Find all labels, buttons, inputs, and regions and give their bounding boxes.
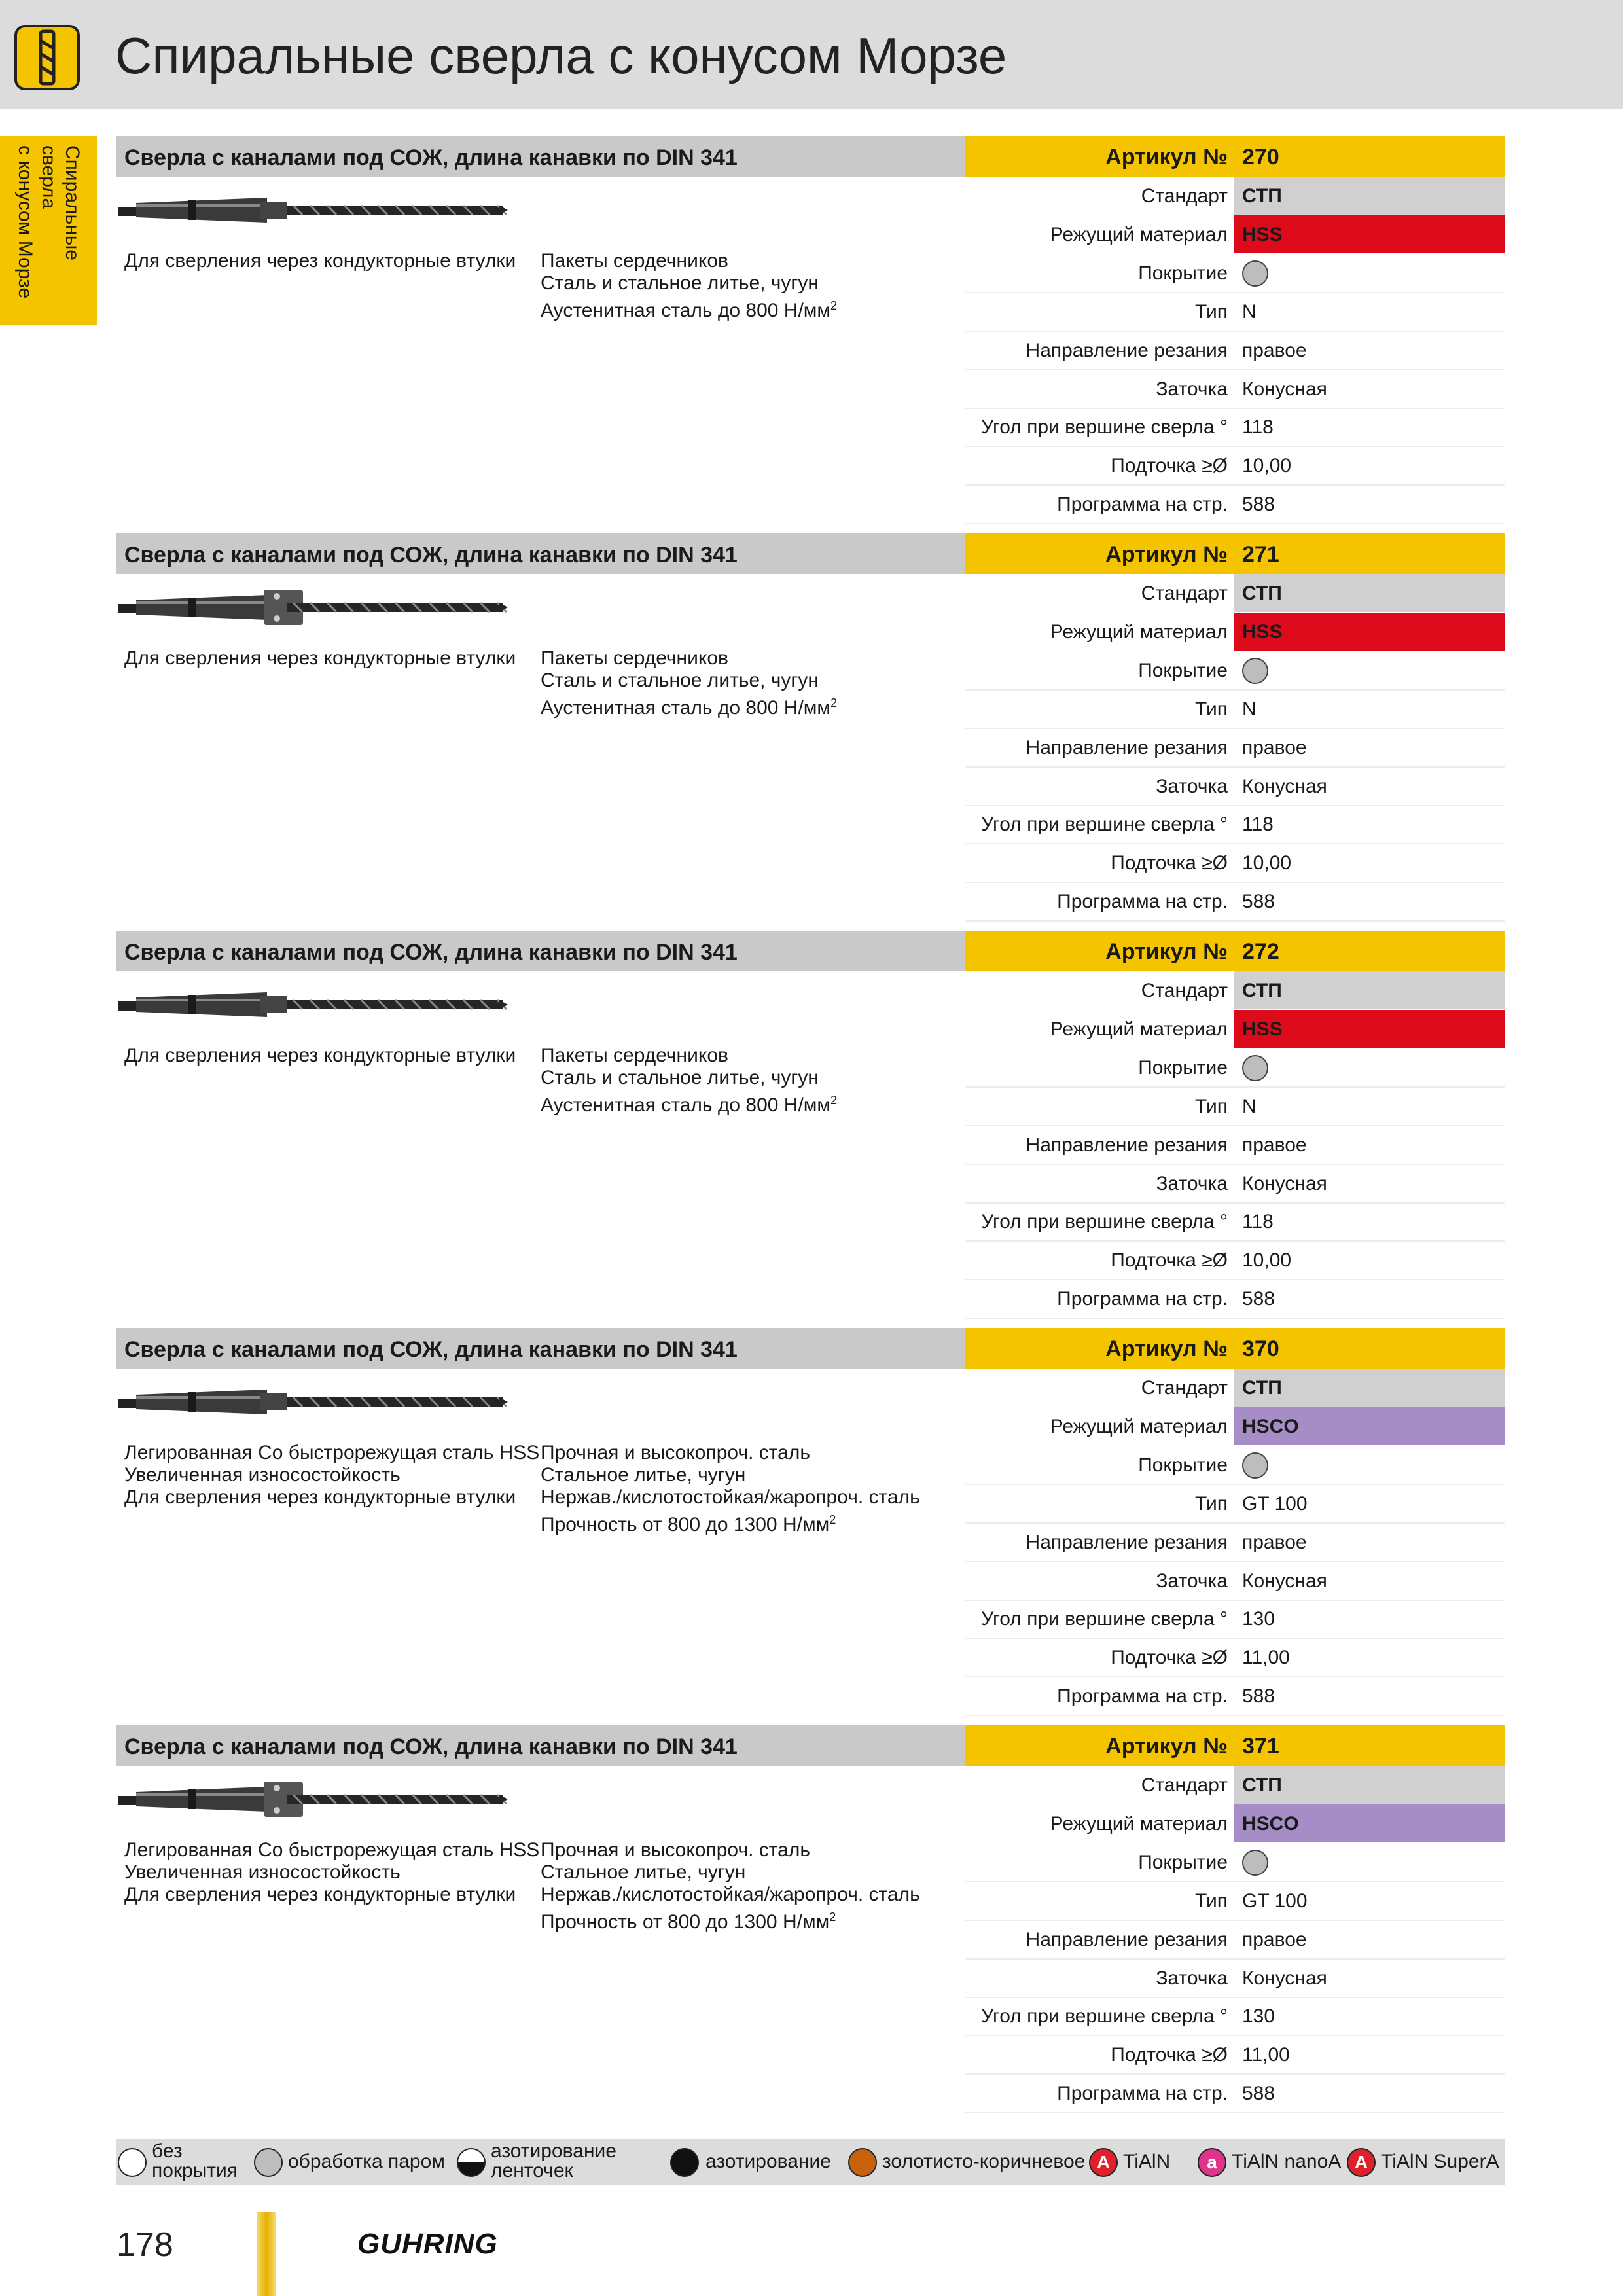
product-title-bar [116, 931, 965, 971]
application-description [124, 1839, 539, 1906]
spec-value: 130 [1242, 1608, 1275, 1630]
spec-value-cell [1234, 1280, 1505, 1318]
spec-label: Тип [1194, 300, 1228, 323]
description-line: Прочная и высокопроч. сталь [541, 1839, 810, 1861]
legend-label: азотирование [705, 2151, 831, 2172]
spec-row-article [965, 136, 1505, 177]
superscript: 2 [829, 1513, 836, 1526]
spec-value: 118 [1242, 1211, 1274, 1233]
legend-label: TiAlN nanoA [1232, 2151, 1342, 2172]
description-line: Стальное литье, чугун [541, 1861, 746, 1883]
spec-row-point [965, 1562, 1505, 1601]
material-description [541, 250, 837, 322]
spec-label: Подточка ≥Ø [1111, 1647, 1228, 1669]
spec-row-program [965, 485, 1505, 524]
spec-value-cell [1234, 1523, 1505, 1561]
spec-row-direction [965, 1523, 1505, 1562]
spec-value: правое [1242, 1134, 1307, 1156]
drill-image [116, 584, 509, 630]
coating-legend [116, 2139, 1505, 2185]
spec-value-cell [1234, 370, 1505, 408]
drill-image [116, 982, 509, 1028]
description-line: Нержав./кислотостойкая/жаропроч. сталь [541, 1486, 920, 1508]
spec-value: 271 [1242, 542, 1279, 567]
spec-label: Угол при вершине сверла ° [981, 1211, 1228, 1233]
spec-value: 588 [1242, 1685, 1275, 1708]
product-block [116, 1328, 1505, 1723]
spec-label: Направление резания [1026, 1134, 1228, 1156]
spec-row-coating [965, 1446, 1505, 1485]
spec-value-cell [1234, 1766, 1505, 1804]
description-line: Для сверления через кондукторные втулки [124, 1045, 516, 1066]
spec-value-cell [1234, 177, 1505, 215]
description-line: Пакеты сердечников [541, 1045, 728, 1066]
spec-label: Подточка ≥Ø [1111, 2044, 1228, 2066]
spec-value-cell [1234, 844, 1505, 882]
drill-logo-icon [14, 25, 80, 90]
spec-value: HSCO [1242, 1415, 1299, 1437]
description-line: Аустенитная сталь до 800 Н/мм [541, 697, 831, 719]
spec-label: Угол при вершине сверла ° [981, 416, 1228, 439]
product-block [116, 931, 1505, 1326]
spec-label: Артикул № [1105, 542, 1228, 567]
spec-value-cell [1234, 533, 1505, 574]
spec-value-cell [1234, 136, 1505, 177]
spec-value-cell [1234, 2074, 1505, 2112]
product-title: Сверла с каналами под СОЖ, длина канавки по DIN 341 [124, 145, 738, 170]
band-nitriding-icon [457, 2148, 486, 2177]
spec-row-material [965, 1804, 1505, 1842]
spec-value-cell [1234, 331, 1505, 369]
spec-label: Стандарт [1141, 1774, 1228, 1796]
spec-value: 371 [1242, 1734, 1279, 1759]
description-line: Аустенитная сталь до 800 Н/мм [541, 300, 831, 321]
spec-value: 130 [1242, 2005, 1275, 2028]
spec-row-article [965, 1725, 1505, 1766]
spec-row-direction [965, 728, 1505, 768]
spec-label: Тип [1194, 1095, 1228, 1117]
spec-value-cell [1234, 931, 1505, 971]
spec-row-article [965, 1328, 1505, 1369]
spec-label: Покрытие [1138, 659, 1228, 681]
spec-value-cell [1234, 1202, 1505, 1240]
spec-row-direction [965, 1920, 1505, 1960]
description-line: Пакеты сердечников [541, 250, 728, 272]
spec-value-cell [1234, 1677, 1505, 1715]
steam-treatment-icon [1242, 658, 1268, 684]
description-line: Для сверления через кондукторные втулки [124, 1486, 516, 1508]
side-category-tab[interactable] [0, 136, 97, 325]
spec-value-cell [1234, 1010, 1505, 1048]
spec-value-cell [1234, 1882, 1505, 1920]
superscript: 2 [830, 299, 838, 312]
spec-label: Программа на стр. [1057, 2083, 1228, 2105]
spec-row-angle [965, 408, 1505, 447]
spec-value-cell [1234, 767, 1505, 805]
spec-label: Угол при вершине сверла ° [981, 814, 1228, 836]
spec-label: Программа на стр. [1057, 1685, 1228, 1708]
product-title: Сверла с каналами под СОЖ, длина канавки по DIN 341 [124, 940, 738, 965]
spec-label: Покрытие [1138, 1454, 1228, 1476]
spec-value: 11,00 [1242, 1647, 1290, 1669]
description-line: Легированная Co быстрорежущая сталь HSS [124, 1442, 540, 1463]
spec-label: Программа на стр. [1057, 493, 1228, 516]
spec-label: Режущий материал [1050, 223, 1228, 245]
spec-value: 588 [1242, 493, 1275, 516]
spec-row-program [965, 2074, 1505, 2113]
spec-value: HSCO [1242, 1812, 1299, 1835]
spec-value-cell [1234, 1638, 1505, 1676]
spec-label: Артикул № [1105, 1336, 1228, 1361]
spec-row-material [965, 1407, 1505, 1445]
spec-value-cell [1234, 1087, 1505, 1125]
spec-label: Тип [1194, 1492, 1228, 1515]
drill-image [116, 1776, 509, 1822]
spec-row-point [965, 1164, 1505, 1204]
spec-value-cell [1234, 408, 1505, 446]
spec-value-cell [1234, 805, 1505, 843]
legend-label: покрытия [152, 2160, 238, 2181]
drill-image [116, 1379, 509, 1425]
spec-row-thinning [965, 446, 1505, 486]
spec-row-material [965, 613, 1505, 651]
spec-value-cell [1234, 1725, 1505, 1766]
legend-label: азотирование [491, 2140, 616, 2162]
spec-label: Режущий материал [1050, 1018, 1228, 1040]
product-block [116, 136, 1505, 531]
product-title: Сверла с каналами под СОЖ, длина канавки по DIN 341 [124, 1734, 738, 1759]
spec-value-cell [1234, 728, 1505, 766]
product-block [116, 1725, 1505, 2121]
spec-row-type [965, 1882, 1505, 1921]
description-line: Легированная Co быстрорежущая сталь HSS [124, 1839, 540, 1861]
spec-value: правое [1242, 339, 1307, 361]
tialn-supera-icon: A [1347, 2148, 1376, 2177]
spec-value: СТП [1242, 1377, 1282, 1399]
spec-row-angle [965, 805, 1505, 844]
header-bar [0, 0, 1623, 109]
material-description [541, 647, 837, 719]
spec-row-thinning [965, 1638, 1505, 1677]
spec-label: Режущий материал [1050, 620, 1228, 643]
spec-value: HSS [1242, 1018, 1283, 1040]
spec-value: СТП [1242, 583, 1282, 604]
page-number: 178 [116, 2226, 173, 2264]
application-description [124, 250, 516, 272]
spec-value: Конусная [1242, 1570, 1327, 1592]
spec-label: Угол при вершине сверла ° [981, 1608, 1228, 1630]
description-line: Сталь и стальное литье, чугун [541, 670, 819, 691]
description-line: Пакеты сердечников [541, 647, 728, 669]
application-description [124, 647, 516, 670]
spec-row-coating [965, 254, 1505, 293]
spec-label: Угол при вершине сверла ° [981, 2005, 1228, 2028]
spec-value: 118 [1242, 416, 1274, 439]
nitriding-icon [670, 2148, 699, 2177]
spec-value-cell [1234, 1164, 1505, 1202]
spec-value: 10,00 [1242, 455, 1292, 477]
steam-treatment-icon [254, 2148, 283, 2177]
description-line: Для сверления через кондукторные втулки [124, 1884, 516, 1905]
spec-row-standard [965, 971, 1505, 1009]
legend-label: золотисто-коричневое [882, 2151, 1086, 2172]
spec-value: правое [1242, 1928, 1307, 1950]
description-line: Прочная и высокопроч. сталь [541, 1442, 810, 1463]
spec-value-cell [1234, 293, 1505, 331]
spec-value-cell [1234, 574, 1505, 612]
spec-value: Конусная [1242, 378, 1327, 400]
spec-label: Покрытие [1138, 262, 1228, 284]
spec-value: 588 [1242, 891, 1275, 913]
spec-value: 588 [1242, 2083, 1275, 2105]
application-description [124, 1045, 516, 1067]
spec-row-angle [965, 1997, 1505, 2036]
spec-row-thinning [965, 2036, 1505, 2075]
spec-value-cell [1234, 1843, 1505, 1881]
spec-row-type [965, 1484, 1505, 1524]
spec-label: Режущий материал [1050, 1812, 1228, 1835]
spec-value: 588 [1242, 1288, 1275, 1310]
spec-value: Конусная [1242, 775, 1327, 797]
spec-value-cell [1234, 1328, 1505, 1369]
spec-value: HSS [1242, 620, 1283, 643]
spec-value: Конусная [1242, 1172, 1327, 1194]
steam-treatment-icon [1242, 1452, 1268, 1479]
spec-value-cell [1234, 971, 1505, 1009]
application-description [124, 1442, 539, 1509]
spec-value: N [1242, 300, 1257, 323]
spec-label: Подточка ≥Ø [1111, 455, 1228, 477]
spec-value-cell [1234, 1241, 1505, 1279]
spec-label: Программа на стр. [1057, 891, 1228, 913]
spec-value-cell [1234, 1804, 1505, 1842]
spec-label: Артикул № [1105, 145, 1228, 170]
description-line: Увеличенная износостойкость [124, 1464, 401, 1486]
spec-label: Направление резания [1026, 339, 1228, 361]
product-title: Сверла с каналами под СОЖ, длина канавки по DIN 341 [124, 543, 738, 567]
legend-label: TiAlN [1123, 2151, 1171, 2172]
spec-value-cell [1234, 613, 1505, 651]
spec-value-cell [1234, 690, 1505, 728]
spec-value-cell [1234, 882, 1505, 920]
spec-value-cell [1234, 1959, 1505, 1997]
spec-value-cell [1234, 1562, 1505, 1600]
steam-treatment-icon [1242, 1850, 1268, 1876]
spec-row-coating [965, 651, 1505, 691]
legend-label: без [152, 2140, 183, 2162]
spec-label: Подточка ≥Ø [1111, 852, 1228, 874]
spec-value: СТП [1242, 980, 1282, 1001]
spec-value-cell [1234, 254, 1505, 292]
spec-value: 270 [1242, 145, 1279, 170]
spec-label: Тип [1194, 1890, 1228, 1912]
tialn-nanoa-icon: a [1198, 2148, 1226, 2177]
spec-label: Покрытие [1138, 1056, 1228, 1079]
spec-row-direction [965, 1126, 1505, 1165]
spec-value-cell [1234, 1920, 1505, 1958]
spec-value-cell [1234, 1049, 1505, 1086]
description-line: Для сверления через кондукторные втулки [124, 250, 516, 272]
product-title-bar [116, 136, 965, 177]
product-title-bar [116, 1725, 965, 1766]
description-line: Стальное литье, чугун [541, 1464, 746, 1486]
spec-value-cell [1234, 1997, 1505, 2035]
uncoated-icon [118, 2148, 147, 2177]
gold-brown-icon [848, 2148, 877, 2177]
spec-value: GT 100 [1242, 1890, 1308, 1912]
spec-label: Артикул № [1105, 1734, 1228, 1759]
spec-label: Заточка [1156, 1967, 1228, 1989]
spec-label: Стандарт [1141, 980, 1228, 1001]
steam-treatment-icon [1242, 260, 1268, 287]
spec-label: Тип [1194, 698, 1228, 720]
spec-row-angle [965, 1600, 1505, 1639]
spec-row-standard [965, 177, 1505, 215]
spec-value: Конусная [1242, 1967, 1327, 1989]
brand-logo: GUHRING [357, 2228, 498, 2260]
spec-row-point [965, 767, 1505, 806]
spec-value-cell [1234, 1446, 1505, 1484]
spec-label: Стандарт [1141, 1377, 1228, 1399]
spec-row-article [965, 533, 1505, 574]
spec-value-cell [1234, 1600, 1505, 1638]
spec-row-direction [965, 331, 1505, 370]
product-title-bar [116, 533, 965, 574]
description-line: Для сверления через кондукторные втулки [124, 647, 516, 669]
description-line: Увеличенная износостойкость [124, 1861, 401, 1883]
spec-value: правое [1242, 1531, 1307, 1553]
spec-row-thinning [965, 844, 1505, 883]
spec-row-point [965, 370, 1505, 409]
spec-value: СТП [1242, 185, 1282, 207]
footer-accent-bar [257, 2212, 276, 2296]
spec-value: GT 100 [1242, 1492, 1308, 1515]
spec-value: 10,00 [1242, 1249, 1292, 1272]
spec-row-standard [965, 1369, 1505, 1407]
spec-label: Режущий материал [1050, 1415, 1228, 1437]
spec-label: Направление резания [1026, 736, 1228, 759]
spec-row-program [965, 1280, 1505, 1319]
spec-value: правое [1242, 736, 1307, 759]
spec-label: Направление резания [1026, 1531, 1228, 1553]
spec-row-material [965, 215, 1505, 253]
spec-row-material [965, 1010, 1505, 1048]
description-line: Нержав./кислотостойкая/жаропроч. сталь [541, 1884, 920, 1905]
legend-label: ленточек [491, 2160, 573, 2181]
spec-value: 118 [1242, 814, 1274, 836]
spec-value: N [1242, 1095, 1257, 1117]
spec-row-standard [965, 574, 1505, 612]
spec-row-article [965, 931, 1505, 971]
spec-label: Заточка [1156, 775, 1228, 797]
spec-row-point [965, 1959, 1505, 1998]
description-line: Прочность от 800 до 1300 Н/мм [541, 1514, 830, 1535]
product-title-bar [116, 1328, 965, 1369]
superscript: 2 [830, 696, 838, 709]
spec-value: СТП [1242, 1774, 1282, 1796]
spec-value-cell [1234, 2036, 1505, 2073]
product-block [116, 533, 1505, 929]
spec-value: 370 [1242, 1336, 1279, 1361]
spec-row-standard [965, 1766, 1505, 1804]
spec-label: Покрытие [1138, 1851, 1228, 1873]
spec-value: N [1242, 698, 1257, 720]
description-line: Сталь и стальное литье, чугун [541, 1067, 819, 1088]
spec-label: Заточка [1156, 378, 1228, 400]
spec-label: Артикул № [1105, 939, 1228, 964]
spec-label: Подточка ≥Ø [1111, 1249, 1228, 1272]
spec-value-cell [1234, 215, 1505, 253]
side-tab-line-1: Спиральные сверла [38, 145, 83, 260]
description-line: Сталь и стальное литье, чугун [541, 272, 819, 294]
material-description [541, 1045, 837, 1117]
spec-value: 10,00 [1242, 852, 1292, 874]
spec-value: 272 [1242, 939, 1279, 964]
superscript: 2 [830, 1094, 838, 1107]
spec-label: Стандарт [1141, 583, 1228, 604]
spec-row-angle [965, 1202, 1505, 1242]
material-description [541, 1839, 920, 1933]
spec-row-thinning [965, 1241, 1505, 1280]
tialn-icon: A [1089, 2148, 1118, 2177]
spec-label: Заточка [1156, 1570, 1228, 1592]
description-line: Прочность от 800 до 1300 Н/мм [541, 1911, 830, 1933]
product-title: Сверла с каналами под СОЖ, длина канавки по DIN 341 [124, 1337, 738, 1362]
spec-value-cell [1234, 1407, 1505, 1445]
superscript: 2 [829, 1910, 836, 1924]
spec-label: Заточка [1156, 1172, 1228, 1194]
description-line: Аустенитная сталь до 800 Н/мм [541, 1094, 831, 1116]
spec-value-cell [1234, 485, 1505, 523]
spec-row-coating [965, 1843, 1505, 1882]
spec-row-type [965, 293, 1505, 332]
spec-label: Стандарт [1141, 185, 1228, 207]
spec-value-cell [1234, 1126, 1505, 1164]
spec-value: HSS [1242, 223, 1283, 245]
spec-row-type [965, 690, 1505, 729]
spec-row-coating [965, 1049, 1505, 1088]
spec-row-type [965, 1087, 1505, 1126]
page-title: Спиральные сверла с конусом Морзе [115, 27, 1007, 84]
spec-row-program [965, 882, 1505, 922]
spec-label: Программа на стр. [1057, 1288, 1228, 1310]
side-tab-line-2: с конусом Морзе [14, 145, 36, 299]
material-description [541, 1442, 920, 1536]
spec-value-cell [1234, 446, 1505, 484]
legend-label: обработка паром [288, 2151, 445, 2172]
spec-label: Направление резания [1026, 1928, 1228, 1950]
spec-value-cell [1234, 1484, 1505, 1522]
spec-row-program [965, 1677, 1505, 1716]
spec-value: 11,00 [1242, 2044, 1290, 2066]
spec-value-cell [1234, 1369, 1505, 1407]
steam-treatment-icon [1242, 1055, 1268, 1081]
spec-value-cell [1234, 651, 1505, 689]
legend-label: TiAlN SuperA [1381, 2151, 1499, 2172]
drill-image [116, 187, 509, 233]
